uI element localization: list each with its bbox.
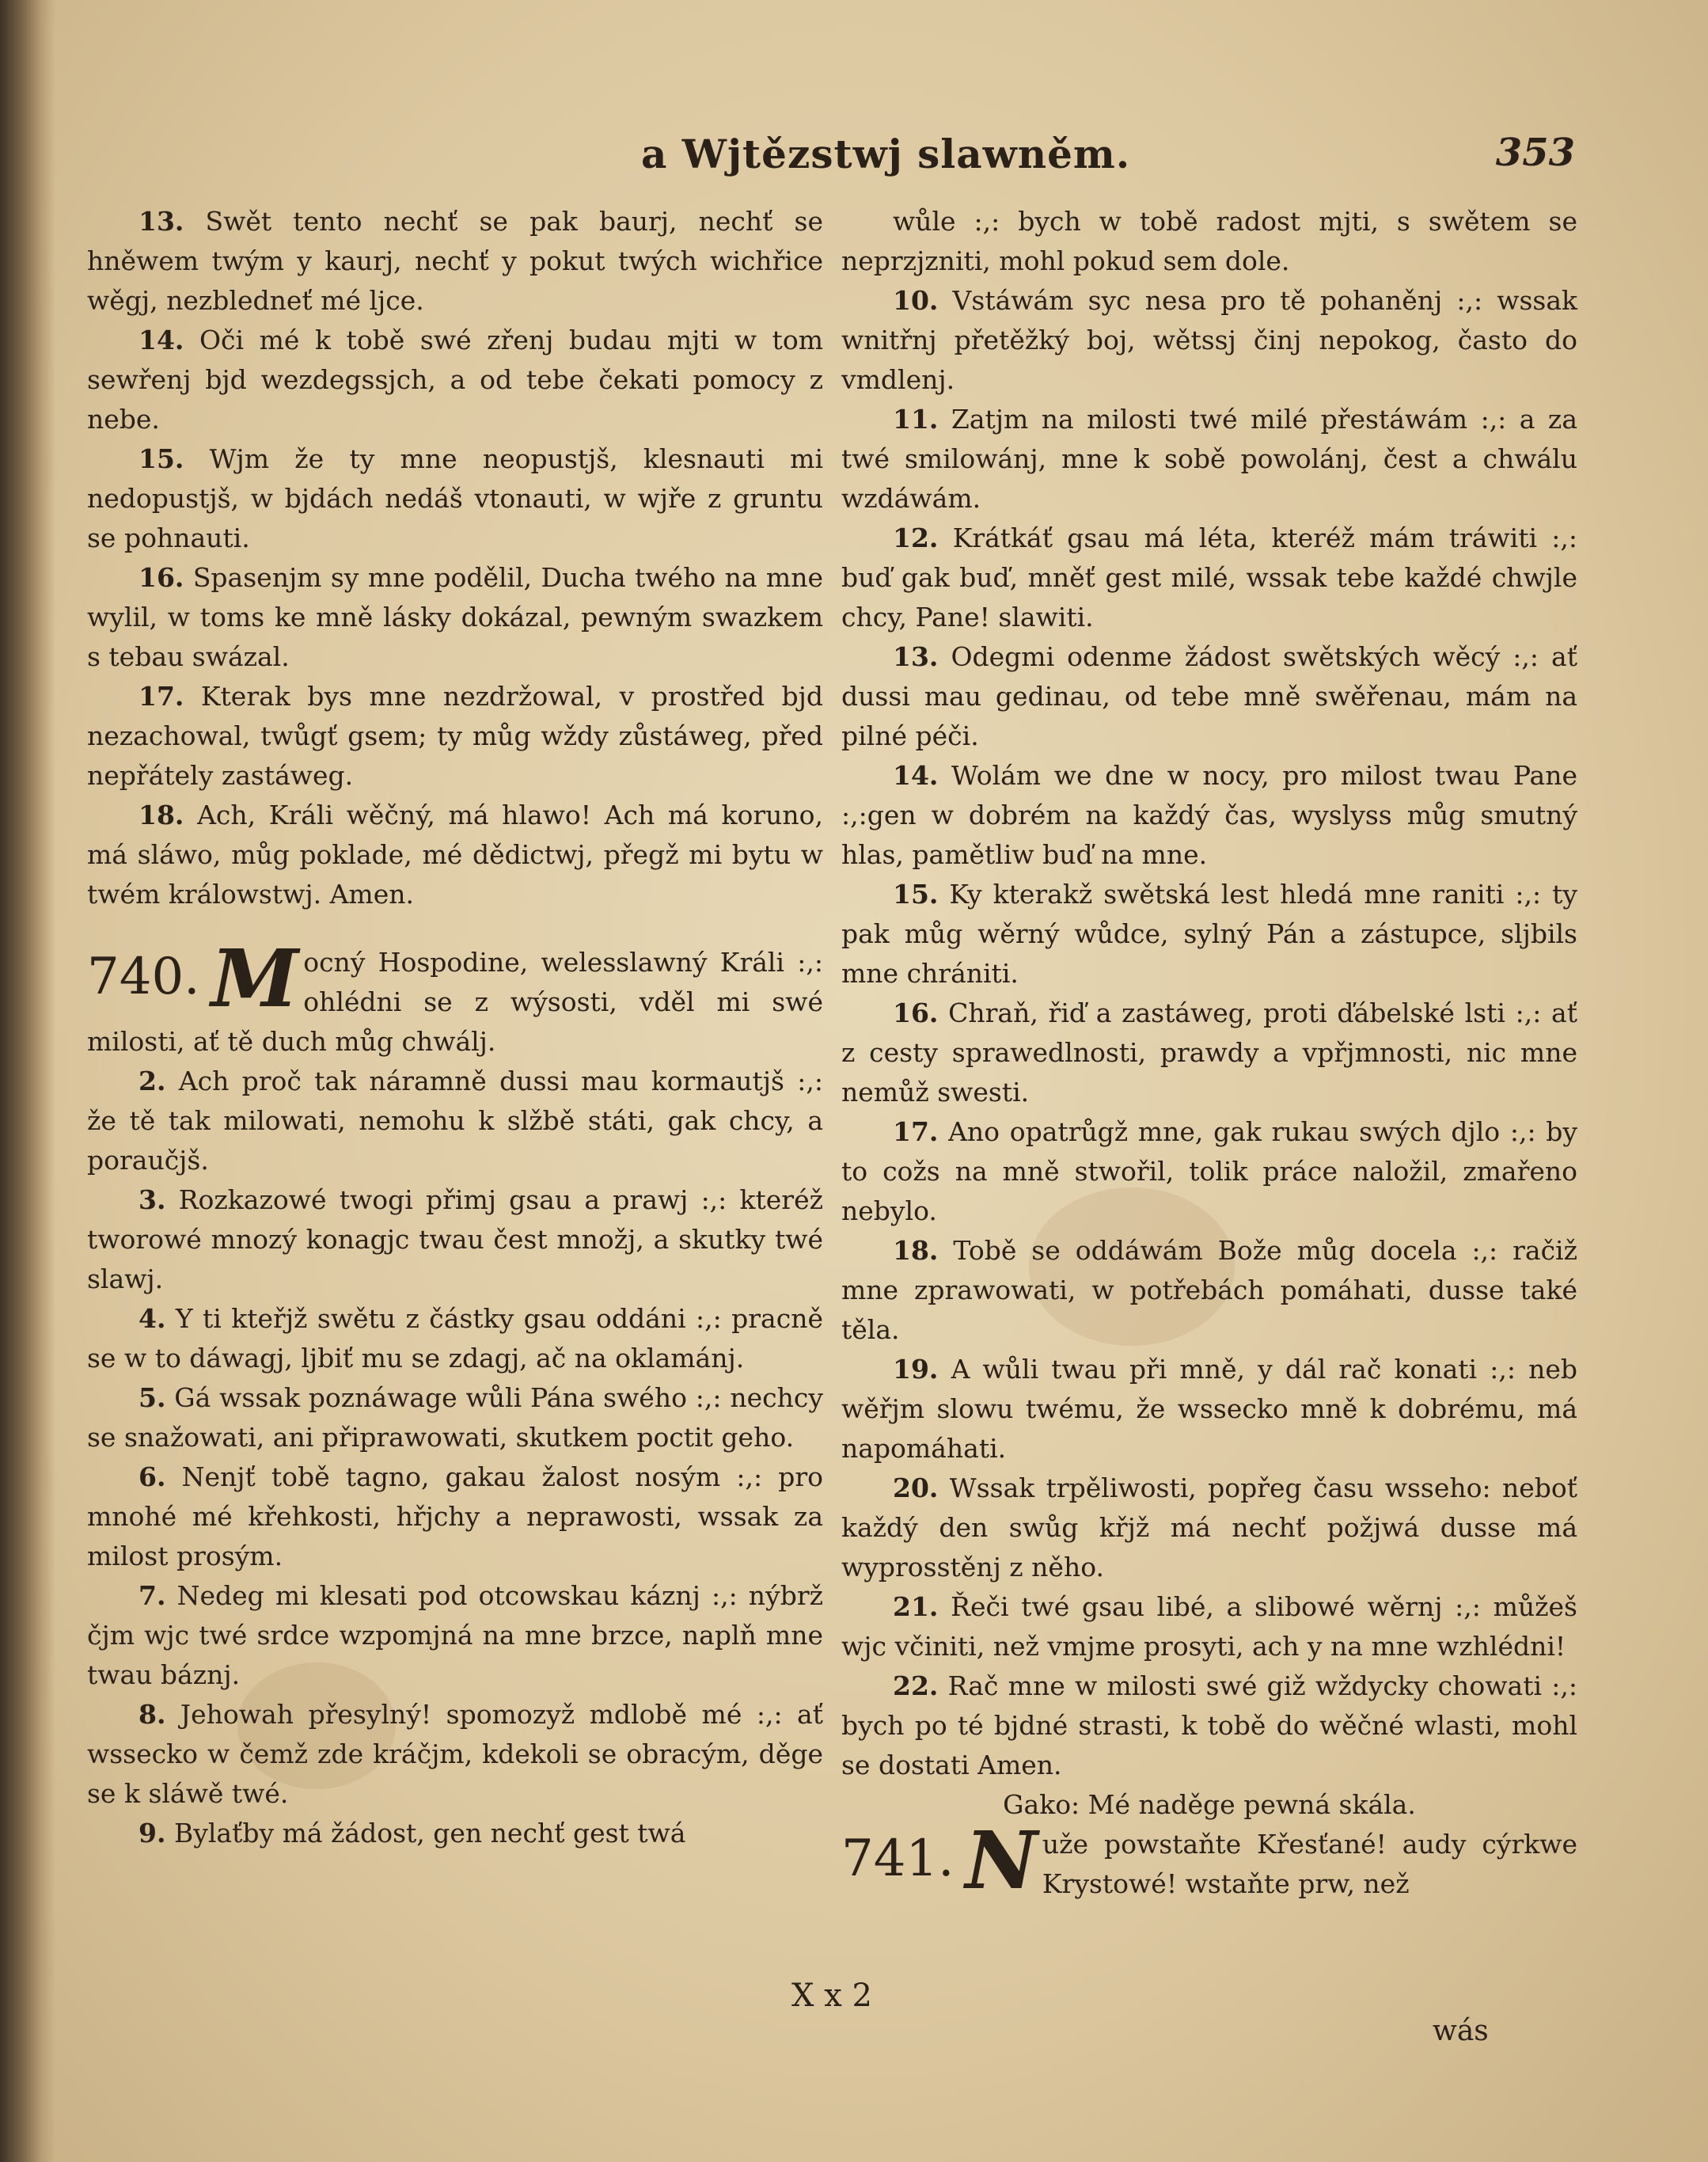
verse-number: 9.: [139, 1818, 166, 1849]
verse: [87, 439, 823, 558]
verse-number: 5.: [139, 1382, 166, 1413]
verse-number: 14.: [893, 760, 939, 791]
verse: [87, 321, 823, 439]
verse-number: 10.: [893, 285, 939, 316]
verse-number: 15.: [893, 879, 939, 910]
verse-text: A wůli twau při mně, y dál rač konati :,: neb wěřjm slowu twému, že wssecko mně k dobrému, má napomáhati.: [841, 1354, 1577, 1464]
verse-number: 16.: [893, 997, 939, 1028]
verse-number: 8.: [139, 1699, 166, 1730]
verse-text: Odegmi odenme žádost swětských wěcý :,: ať dussi mau gedinau, od tebe mně swěřenau, mám na pilné péči.: [841, 641, 1577, 751]
verse-text: Vstáwám syc nesa pro tě pohaněnj :,: wssak wnitřnj přetěžký boj, wětssj činj nepokog, často do vmdlenj.: [841, 285, 1577, 395]
verse-text: wůle :,: bych w tobě radost mjti, s swětem se neprzjzniti, mohl pokud sem dole.: [841, 206, 1577, 276]
verse: [841, 202, 1577, 281]
verse: [841, 1587, 1577, 1666]
book-binding: [0, 0, 55, 2162]
verse-number: 17.: [139, 681, 184, 712]
verse-number: 16.: [139, 562, 184, 593]
verse-number: 7.: [139, 1580, 166, 1611]
verse: [87, 1299, 823, 1378]
verse-text: Swět tento nechť se pak baurj, nechť se hněwem twým y kaurj, nechť y pokut twých wichřice wěgj, nezbledneť mé ljce.: [87, 206, 823, 316]
verse-text: Ach proč tak náramně dussi mau kormautjš :,: že tě tak milowati, nemohu k slžbě státi, gak chcy, a poraučjš.: [87, 1066, 823, 1176]
verse-text: Wssak trpěliwosti, popřeg času wsseho: neboť každý den swůg křjž má nechť požjwá dusse má wyprosstěnj z něho.: [841, 1472, 1577, 1583]
verse: [87, 1457, 823, 1576]
verse: [87, 1695, 823, 1814]
right-column: [841, 202, 1577, 1907]
hymn-741-start: [841, 1814, 1577, 1907]
verse-text: Spasenjm sy mne podělil, Ducha twého na mne wylil, w toms ke mně lásky dokázal, pewným swazkem s tebau swázal.: [87, 562, 823, 672]
verse: [87, 1180, 823, 1299]
verse-text: Rač mne w milosti swé giž wždycky chowati :,: bych po té bjdné strasti, k tobě do wěčné wlasti, mohl se dostati Amen.: [841, 1670, 1577, 1780]
verse-number: 12.: [893, 522, 939, 553]
drop-initial: M: [211, 932, 299, 1025]
verse: [841, 994, 1577, 1112]
verse: [87, 796, 823, 914]
verse-text: Tobě se oddáwám Bože můg docela :,: račiž mne zprawowati, w potřebách pomáhati, dusse také těla.: [841, 1235, 1577, 1345]
verse-number: 20.: [893, 1472, 939, 1503]
verse-number: 18.: [893, 1235, 939, 1266]
verse-number: 11.: [893, 404, 939, 435]
verse-number: 13.: [139, 206, 184, 237]
verse-text: Krátkáť gsau má léta, kteréž mám tráwiti :,: buď gak buď, mněť gest milé, wssak tebe každé chwjle chcy, Pane! slawiti.: [841, 522, 1577, 633]
verse-text: Gá wssak poznáwage wůli Pána swého :,: nechcy se snažowati, ani připrawowati, skutkem poctit geho.: [87, 1382, 823, 1453]
verse-text: Rozkazowé twogi přimj gsau a prawj :,: kteréž tworowé mnozý konagjc twau čest množj, a skutky twé slawj.: [87, 1184, 823, 1294]
hymn-first-verse: uže powstaňte Křesťané! audy cýrkwe Krystowé! wstaňte prw, než: [1042, 1829, 1577, 1899]
verse-text: Jehowah přesylný! spomozyž mdlobě mé :,: ať wssecko w čemž zde kráčjm, kdekoli se obracým, děge se k sláwě twé.: [87, 1699, 823, 1809]
tune-line: Gako: Mé naděge pewná skála.: [1003, 1789, 1416, 1820]
verse: [87, 202, 823, 321]
drop-initial: N: [965, 1814, 1038, 1907]
verse: [841, 1666, 1577, 1785]
verse: [87, 677, 823, 796]
verse-text: Kterak bys mne nezdržowal, v prostřed bjd nezachowal, twůgť gsem; ty můg wždy zůstáweg, před nepřátely zastáweg.: [87, 681, 823, 791]
verse-text: Nedeg mi klesati pod otcowskau káznj :,: nýbrž čjm wjc twé srdce wzpomjná na mne brzce, naplň mne twau báznj.: [87, 1580, 823, 1690]
page-number: 353: [1495, 131, 1575, 175]
running-title: a Wjtězstwj slawněm.: [641, 131, 1131, 177]
verse: [841, 1469, 1577, 1587]
verse: [841, 400, 1577, 519]
verse-text: Nenjť tobě tagno, gakau žalost nosým :,: pro mnohé mé křehkosti, hřjchy a neprawosti, wssak za milost prosým.: [87, 1461, 823, 1571]
page-header: [87, 131, 1575, 194]
verse: [841, 1112, 1577, 1231]
verse: [87, 1378, 823, 1457]
verse: [87, 1576, 823, 1695]
verse: [87, 1814, 823, 1853]
verse: [841, 756, 1577, 875]
verse: [87, 558, 823, 677]
verse-number: 21.: [893, 1591, 939, 1622]
verse: [841, 281, 1577, 400]
verse-text: Wjm že ty mne neopustjš, klesnauti mi nedopustjš, w bjdách nedáš vtonauti, w wjře z gruntu se pohnauti.: [87, 443, 823, 553]
verse-number: 3.: [139, 1184, 166, 1215]
verse-text: Oči mé k tobě swé zřenj budau mjti w tom sewřenj bjd wezdegssjch, a od tebe čekati pomocy z nebe.: [87, 325, 823, 435]
verse-text: Wolám we dne w nocy, pro milost twau Pane :,:gen w dobrém na každý čas, wyslyss můg smutný hlas, pamětliw buď na mne.: [841, 760, 1577, 870]
verse-number: 15.: [139, 443, 184, 474]
verse-number: 17.: [893, 1116, 939, 1147]
verse-number: 22.: [893, 1670, 939, 1701]
verse-number: 13.: [893, 641, 939, 672]
hymn-first-verse: ocný Hospodine, welesslawný Králi :,: ohlédni se z wýsosti, vděl mi swé milosti, ať tě duch můg chwálj.: [87, 947, 823, 1057]
verse-text: Zatjm na milosti twé milé přestáwám :,: a za twé smilowánj, mne k sobě powolánj, čest a chwálu wzdáwám.: [841, 404, 1577, 514]
verse: [841, 1350, 1577, 1469]
hymn-number: 741.: [841, 1830, 955, 1888]
verse-text: Řeči twé gsau libé, a slibowé wěrnj :,: můžeš wjc včiniti, než vmjme prosyti, ach y na mne wzhlédni!: [841, 1591, 1577, 1662]
verse-number: 4.: [139, 1303, 166, 1334]
signature-mark: X x 2: [791, 1978, 872, 2014]
verse-text: Chraň, řiď a zastáweg, proti ďábelské lsti :,: ať z cesty sprawedlnosti, prawdy a vpřjmnosti, nic mne nemůž swesti.: [841, 997, 1577, 1108]
verse-text: Ky kterakž swětská lest hledá mne raniti :,: ty pak můg wěrný wůdce, sylný Pán a zástupce, sljbils mne chrániti.: [841, 879, 1577, 989]
verse: [841, 875, 1577, 994]
hymn-740-start: [87, 932, 823, 1062]
verse: [841, 519, 1577, 637]
verse-number: 19.: [893, 1354, 939, 1385]
verse-number: 14.: [139, 325, 184, 355]
catchword: wás: [1433, 2015, 1489, 2047]
verse-text: Y ti kteřjž swětu z částky gsau oddáni :,: pracně se w to dáwagj, ljbiť mu se zdagj, ač na oklamánj.: [87, 1303, 823, 1374]
hymn-number: 740.: [87, 948, 200, 1006]
verse-text: Bylaťby má žádost, gen nechť gest twá: [173, 1818, 686, 1849]
verse-number: 6.: [139, 1461, 166, 1492]
verse-text: Ach, Králi wěčný, má hlawo! Ach má koruno, má sláwo, můg poklade, mé dědictwj, přegž mi bytu w twém králowstwj. Amen.: [87, 800, 823, 910]
left-column: [87, 202, 823, 1853]
verse-number: 2.: [139, 1066, 166, 1096]
verse: [87, 1062, 823, 1180]
verse: [841, 637, 1577, 756]
verse-number: 18.: [139, 800, 184, 830]
verse: [841, 1231, 1577, 1350]
verse-text: Ano opatrůgž mne, gak rukau swých djlo :,: by to cožs na mně stwořil, tolik práce naložil, zmařeno nebylo.: [841, 1116, 1577, 1226]
